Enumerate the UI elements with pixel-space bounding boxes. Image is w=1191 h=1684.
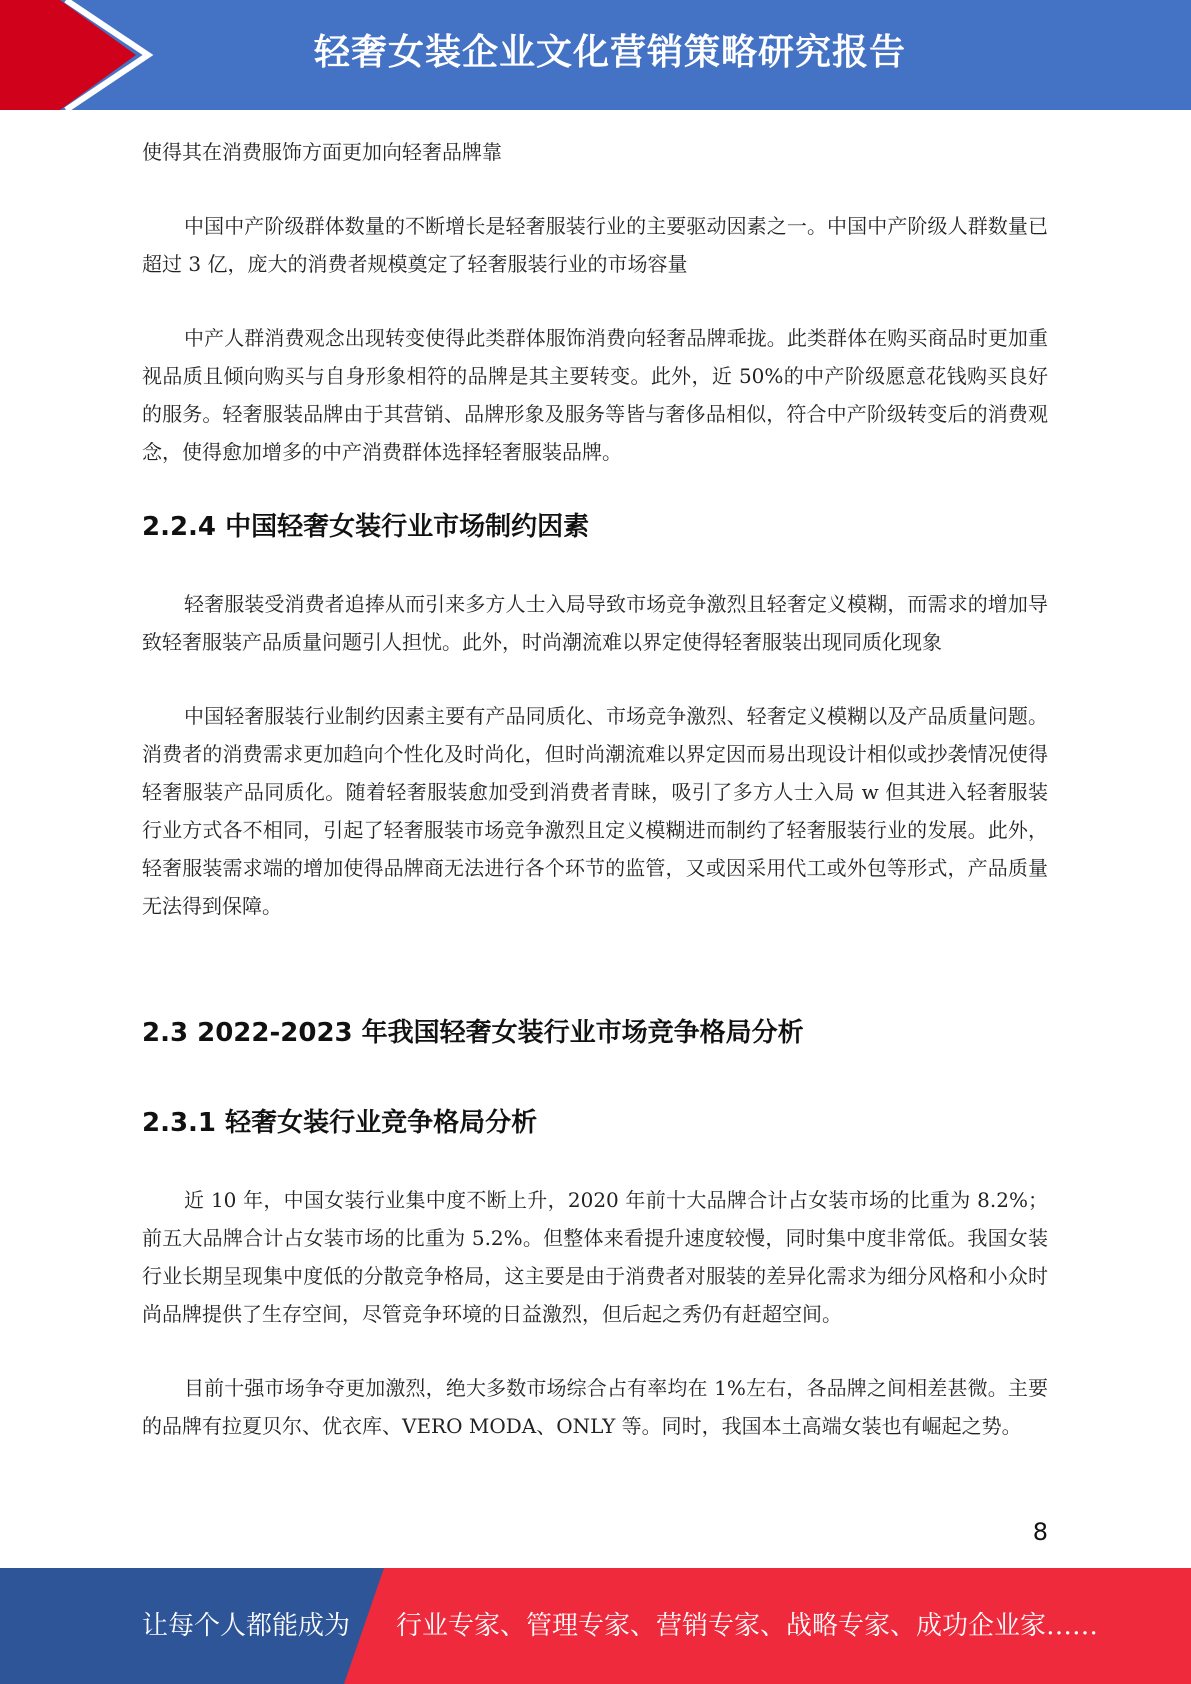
section-heading-2-3-1: 2.3.1 轻奢女装行业竞争格局分析 — [142, 1108, 538, 1138]
paragraph-constraints-summary: 轻奢服装受消费者追捧从而引来多方人士入局导致市场竞争激烈且轻奢定义模糊，而需求的增加导致轻奢服装产品质量问题引人担忧。此外，时尚潮流难以界定使得轻奢服装出现同质化现象 — [142, 592, 1048, 654]
paragraph-middle-class-growth: 中国中产阶级群体数量的不断增长是轻奢服装行业的主要驱动因素之一。中国中产阶级人群数量已超过 3 亿，庞大的消费者规模奠定了轻奢服装行业的市场容量 — [142, 214, 1048, 276]
footer-slogan-right: 行业专家、管理专家、营销专家、战略专家、成功企业家…… — [396, 1611, 1099, 1641]
paragraph-consumption-shift: 中产人群消费观念出现转变使得此类群体服饰消费向轻奢品牌乖拢。此类群体在购买商品时更加重视品质且倾向购买与自身形象相符的品牌是其主要转变。此外，近 50%的中产阶级愿意花钱购买良好的服务。轻奢服装品牌由于其营销、品牌形象及服务等皆与奢侈品相似，符合中产阶级转变后的消费观念，使得愈加增多的中产消费群体选择轻奢服装品牌。 — [142, 326, 1048, 464]
page-footer — [0, 1568, 1191, 1684]
paragraph-constraints-detail: 中国轻奢服装行业制约因素主要有产品同质化、市场竞争激烈、轻奢定义模糊以及产品质量问题。消费者的消费需求更加趋向个性化及时尚化，但时尚潮流难以界定因而易出现设计相似或抄袭情况使得轻奢服装产品同质化。随着轻奢服装愈加受到消费者青睐，吸引了多方人士入局 w 但其进入轻奢服装行业方式各不相同，引起了轻奢服装市场竞争激烈且定义模糊进而制约了轻奢服装行业的发展。此外，轻奢服装需求端的增加使得品牌商无法进行各个环节的监管，又或因采用代工或外包等形式，产品质量无法得到保障。 — [142, 704, 1048, 918]
paragraph-continued: 使得其在消费服饰方面更加向轻奢品牌靠 — [142, 140, 502, 164]
header-title: 轻奢女装企业文化营销策略研究报告 — [313, 32, 906, 73]
section-heading-2-3: 2.3 2022-2023 年我国轻奢女装行业市场竞争格局分析 — [142, 1018, 804, 1048]
page-number: 8 — [1032, 1518, 1048, 1546]
main-content — [142, 133, 1048, 1445]
footer-slogan-left: 让每个人都能成为 — [142, 1611, 351, 1641]
page-header — [0, 0, 1191, 110]
paragraph-top-brands: 目前十强市场争夺更加激烈，绝大多数市场综合占有率均在 1%左右，各品牌之间相差甚微。主要的品牌有拉夏贝尔、优衣库、VERO MODA、ONLY 等。同时，我国本土高端女装也有崛起之势。 — [142, 1376, 1048, 1438]
paragraph-concentration: 近 10 年，中国女装行业集中度不断上升，2020 年前十大品牌合计占女装市场的比重为 8.2%；前五大品牌合计占女装市场的比重为 5.2%。但整体来看提升速度较慢，同时集中度非常低。我国女装行业长期呈现集中度低的分散竞争格局，这主要是由于消费者对服装的差异化需求为细分风格和小众时尚品牌提供了生存空间，尽管竞争环境的日益激烈，但后起之秀仍有赶超空间。 — [142, 1188, 1048, 1326]
section-heading-2-2-4: 2.2.4 中国轻奢女装行业市场制约因素 — [142, 512, 590, 542]
